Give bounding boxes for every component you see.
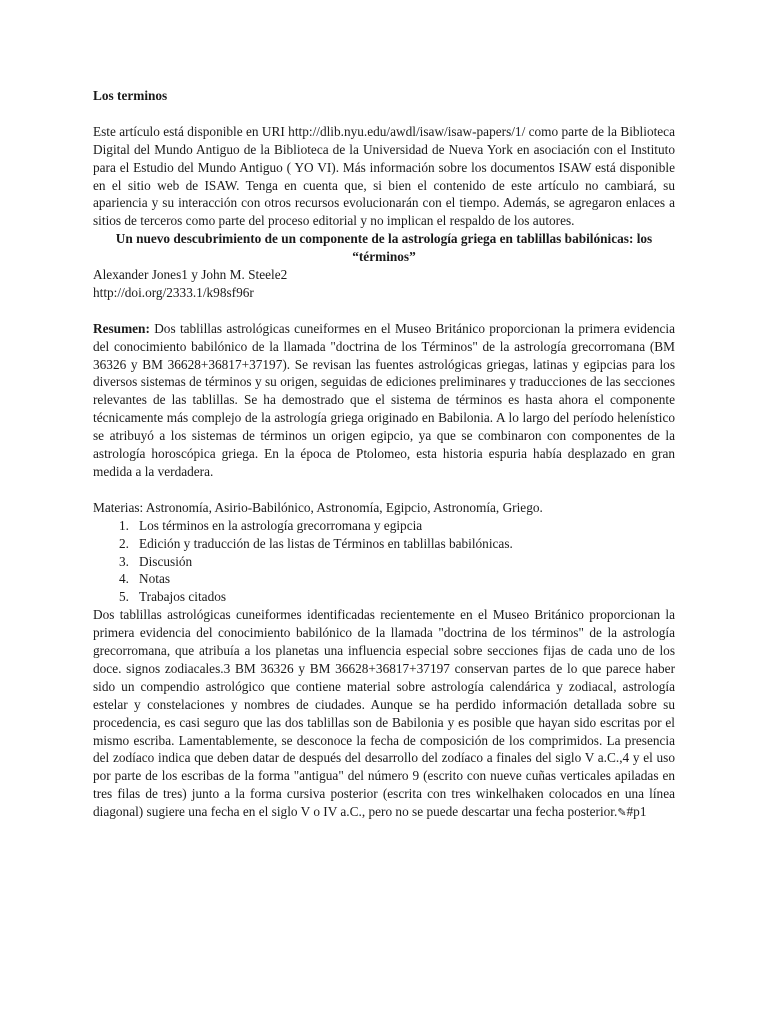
toc-item[interactable] bbox=[93, 535, 675, 553]
toc-item-number: 4. bbox=[119, 571, 129, 587]
table-of-contents bbox=[93, 517, 675, 607]
document-heading: Los terminos bbox=[93, 88, 168, 103]
toc-item-label: Edición y traducción de las listas de Términos en tablillas babilónicas. bbox=[139, 535, 513, 551]
toc-item[interactable] bbox=[93, 570, 675, 588]
article-title: Un nuevo descubrimiento de un componente de la astrología griega en tablillas babilónicas: los “términos” bbox=[115, 231, 653, 265]
abstract-paragraph bbox=[93, 320, 675, 481]
toc-item[interactable] bbox=[93, 517, 675, 535]
doi-link[interactable]: http://doi.org/2333.1/k98sf96r bbox=[93, 284, 254, 300]
intro-paragraph: Este artículo está disponible en URI http://dlib.nyu.edu/awdl/isaw/isaw-papers/1/ como parte de la Biblioteca Digital del Mundo Antiguo de la Biblioteca de la Universidad de Nueva York en asociación con el Instituto para el Estudio del Mundo Antiguo ( YO VI). Más información sobre los documentos ISAW está disponible en el sitio web de ISAW. Tenga en cuenta que, si bien el contenido de este artículo no cambiará, su apariencia y su interacción con otros recursos evolucionarán con el tiempo. Además, se agregaron enlaces a sitios de terceros como parte del proceso editorial y no implican el respaldo de los autores. bbox=[93, 123, 675, 229]
body-text: Dos tablillas astrológicas cuneiformes identificadas recientemente en el Museo Británico proporcionan la primera evidencia del conocimiento babilónico de la llamada "doctrina de los términos" de la astrología grecorromana, que atribuía a los planetas una influencia especial sobre secciones fijas de cada uno de los doce. signos zodiacales.3 BM 36326 y BM 36628+36817+37197 conservan partes de lo que parece haber sido un compendio astrológico que contiene material sobre astrología calendárica y zodiacal, astrología estelar y constelaciones y nombres de ciudades. Aunque se ha perdido información detallada sobre su procedencia, es casi seguro que las dos tablillas son de Babilonia y es posible que hayan sido escritas por el mismo escriba. Lamentablemente, se desconoce la fecha de composición de los comprimidos. La presencia del zodíaco indica que deben datar de después del desarrollo del zodíaco a finales del siglo V a.C.,4 y el uso por parte de los escribas de la forma "antigua" del número 9 (escrito con nueve cuñas verticales apiladas en tres filas de tres) junto a la forma cursiva posterior (escrita con tres winkelhaken colocados en una línea diagonal) sugiere una fecha en el siglo V o IV a.C., pero no se puede descartar una fecha posterior. bbox=[93, 607, 675, 820]
toc-item-label: Notas bbox=[139, 571, 171, 587]
subjects-line: Materias: Astronomía, Asirio-Babilónico, Astronomía, Egipcio, Astronomía, Griego. bbox=[93, 499, 543, 515]
authors: Alexander Jones1 y John M. Steele2 bbox=[93, 267, 288, 283]
abstract-text: Dos tablillas astrológicas cuneiformes en el Museo Británico proporcionan la primera evidencia del conocimiento babilónico de la llamada "doctrina de los Términos" de la astrología grecorromana (BM 36326 y BM 36628+36817+37197). Se revisan las fuentes astrológicas griegas, latinas y egipcias para los diversos sistemas de términos y su origen, seguidas de ediciones preliminares y traducciones de las secciones relevantes de las tablillas. Se ha demostrado que el sistema de términos es hasta ahora el componente técnicamente más complejo de la astrología griega originado en Babilonia. A lo largo del período helenístico se atribuyó a los sistemas de términos un origen egipcio, ya que se combinaron con componentes de la astrología horoscópica griega. En la época de Ptolomeo, esta historia espuria había desplazado en gran medida a la verdadera. bbox=[93, 320, 675, 479]
toc-item-number: 5. bbox=[119, 589, 129, 605]
paragraph-anchor-link[interactable]: #p1 bbox=[626, 804, 647, 820]
toc-item-number: 1. bbox=[119, 517, 129, 533]
toc-item[interactable] bbox=[93, 588, 675, 606]
pencil-icon: ✎ bbox=[617, 807, 627, 820]
toc-item-label: Los términos en la astrología grecorromana y egipcia bbox=[139, 517, 423, 533]
toc-item-number: 3. bbox=[119, 553, 129, 569]
toc-item[interactable] bbox=[93, 553, 675, 571]
abstract-label: Resumen: bbox=[93, 320, 150, 336]
body-paragraph bbox=[93, 606, 675, 823]
document-content bbox=[93, 87, 675, 823]
toc-item-label: Discusión bbox=[139, 553, 193, 569]
toc-item-number: 2. bbox=[119, 535, 129, 551]
toc-item-label: Trabajos citados bbox=[139, 589, 227, 605]
